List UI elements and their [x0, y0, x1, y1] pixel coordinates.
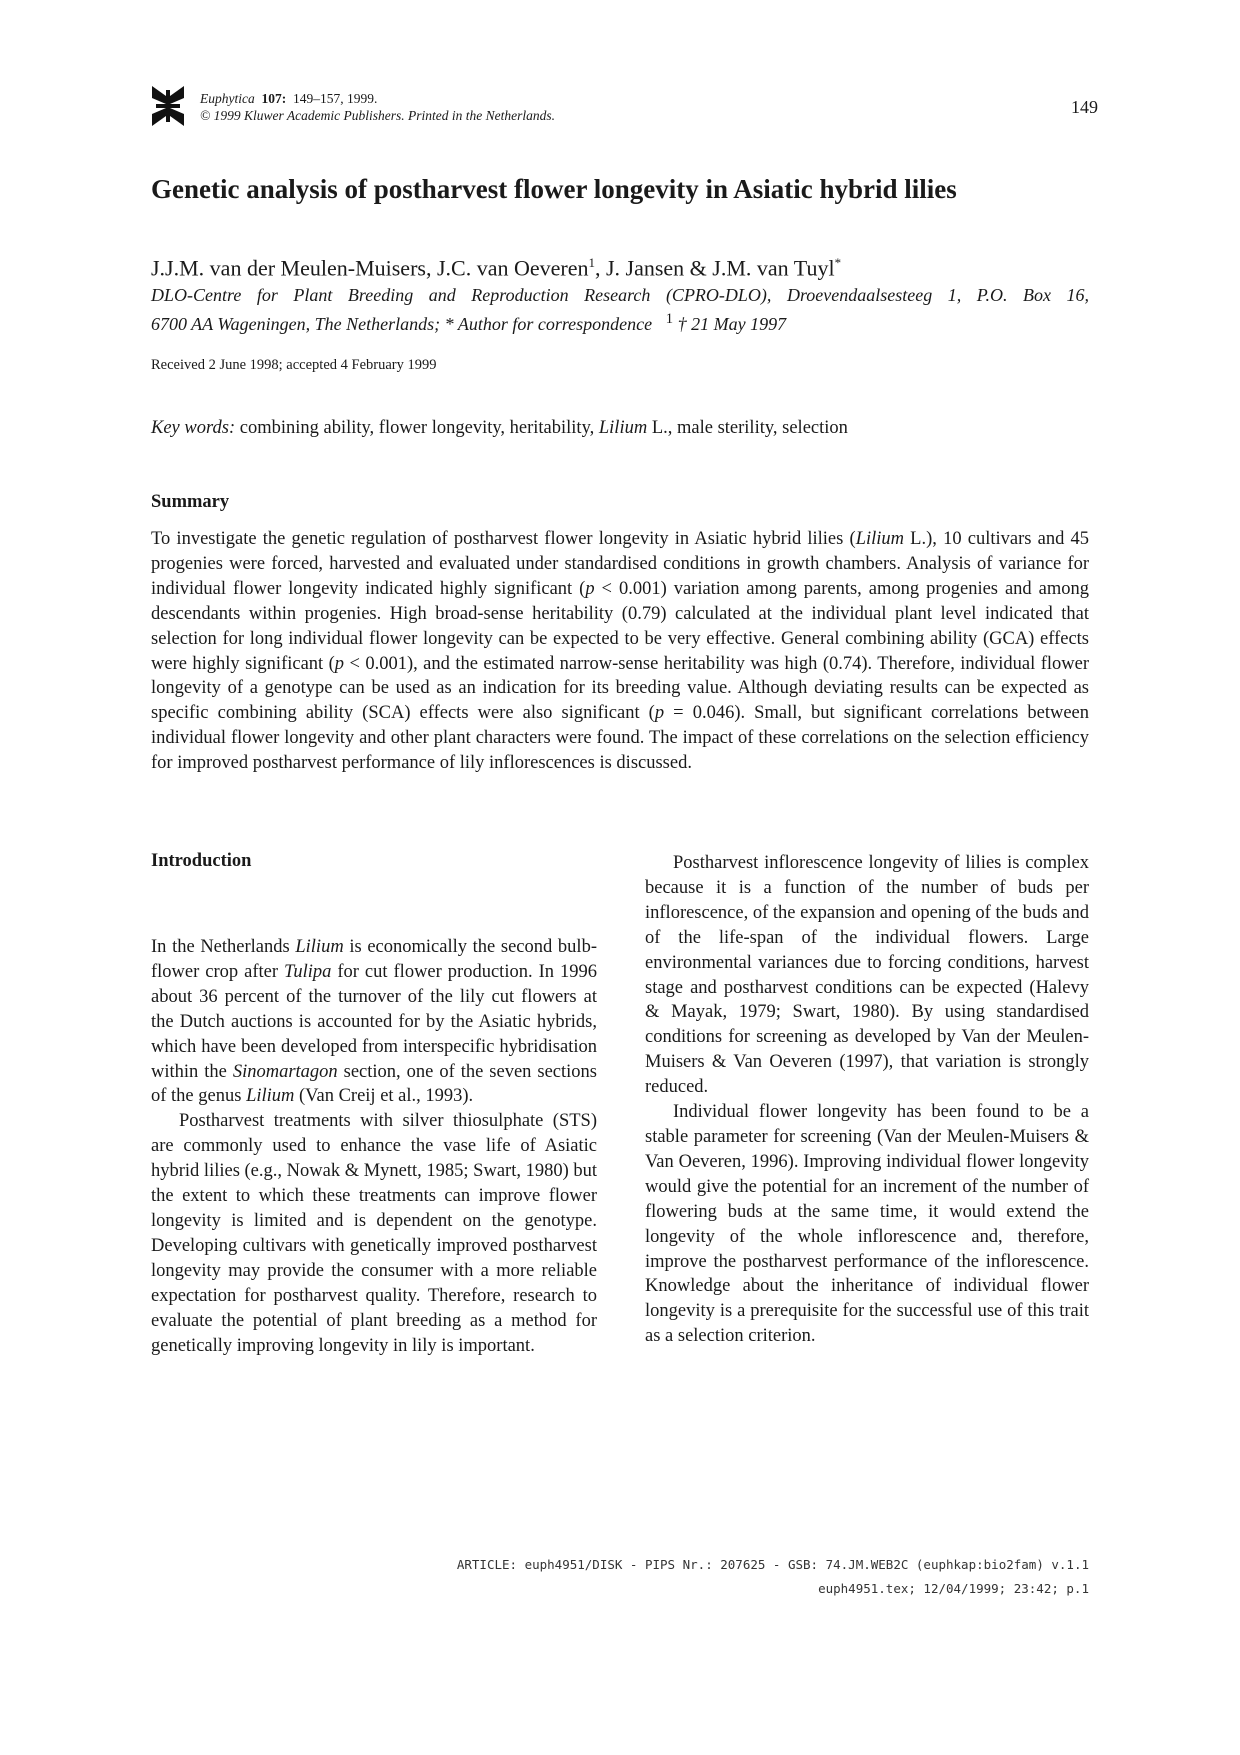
paper-title: Genetic analysis of postharvest flower longevity in Asiatic hybrid lilies	[151, 174, 957, 204]
summary-italic: Lilium	[855, 529, 905, 549]
summary-text: To investigate the genetic regulation of postharvest flower longevity in Asiatic hybrid lilies (	[151, 529, 856, 549]
summary-text: L.), 10 cultivars and 45 progenies were forced, harvested and evaluated under standardised conditions in growth chambers. Analysis of variance for individual flower longevity indicated highly significant (	[151, 529, 1089, 599]
copyright-line: © 1999 Kluwer Academic Publishers. Printed in the Netherlands.	[200, 108, 555, 123]
affiliation-note-marker: 1	[665, 311, 674, 327]
footer-article-info: ARTICLE: euph4951/DISK - PIPS Nr.: 207625 - GSB: 74.JM.WEB2C (euphkap:bio2fam) v.1.1	[456, 1557, 1089, 1572]
summary-italic: p	[654, 703, 665, 724]
affiliation-note: † 21 May 1997	[677, 314, 787, 334]
received-dates: Received 2 June 1998; accepted 4 February 1999	[151, 357, 437, 373]
introduction-heading: Introduction	[151, 851, 252, 871]
intro-text: In the Netherlands	[151, 937, 296, 957]
summary-text: < 0.001), and the estimated narrow-sense heritability was high (0.74). Therefore, individual flower longevity of a genotype can be used as an indication for its breeding value. Although deviating results can be expected as specific combining ability (SCA) effects were also significant (	[151, 653, 1089, 724]
intro-text: (Van Creij et al., 1993).	[294, 1086, 474, 1107]
keywords-genus: Lilium	[598, 418, 648, 438]
intro-paragraph-4: Individual flower longevity has been found to be a stable parameter for screening (Van der Meulen-Muisers & Van Oeveren, 1996). Improving individual flower longevity would give the potential for an increment of the number of flowering buds at the same time, it would extend the longevity of the whole inflorescence and, therefore, improve the postharvest performance of the inflorescence. Knowledge about the inheritance of individual flower longevity is a prerequisite for the successful use of this trait as a selection criterion.	[645, 1102, 1089, 1347]
intro-italic: Tulipa	[284, 961, 332, 982]
intro-italic: Lilium	[295, 937, 344, 957]
summary-italic: p	[585, 578, 595, 599]
intro-text: is economically the second bulb-flower crop after	[151, 937, 597, 982]
author-list	[151, 255, 841, 281]
journal-name: Euphytica	[200, 91, 255, 106]
kluwer-logo-icon	[150, 84, 186, 128]
affiliation-line-1: DLO-Centre for Plant Breeding and Reproduction Research (CPRO-DLO), Droevendaalsesteeg 1, P.O. Box 16,	[151, 285, 1089, 305]
intro-text: section, one of the seven sections of the genus	[151, 1061, 597, 1107]
authors-part2: , J. Jansen & J.M. van Tuyl	[594, 255, 835, 281]
affiliation-address: 6700 AA Wageningen, The Netherlands; * Author for correspondence	[151, 314, 653, 334]
journal-pages: 149–157, 1999.	[292, 91, 378, 106]
summary-text: = 0.046). Small, but significant correlations between individual flower longevity and other plant characters were found. The impact of these correlations on the selection efficiency for improved postharvest performance of lily inflorescences is discussed.	[151, 703, 1089, 774]
intro-paragraph-3: Postharvest inflorescence longevity of lilies is complex because it is a function of the number of buds per inflorescence, of the expansion and opening of the buds and of the life-span of the individual flowers. Large environmental variances due to forcing conditions, harvest stage and postharvest conditions can be expected (Halevy & Mayak, 1979; Swart, 1980). By using standardised conditions for screening as developed by Van der Meulen-Muisers & Van Oeveren (1997), that variation is strongly reduced.	[645, 853, 1089, 1098]
intro-italic: Sinomartagon	[232, 1061, 338, 1082]
intro-paragraph-1	[151, 935, 597, 1109]
intro-italic: Lilium	[246, 1086, 295, 1107]
keywords	[151, 418, 848, 439]
keywords-label: Key words:	[151, 418, 236, 438]
summary-heading: Summary	[151, 492, 230, 512]
right-column	[645, 851, 1089, 1349]
intro-paragraph-2: Postharvest treatments with silver thiosulphate (STS) are commonly used to enhance the vase life of Asiatic hybrid lilies (e.g., Nowak & Mynett, 1985; Swart, 1980) but the extent to which these treatments can improve flower longevity is limited and is dependent on the genotype. Developing cultivars with genetically improved postharvest longevity may provide the consumer with a more reliable expectation for postharvest quality. Therefore, research to evaluate the potential of plant breeding as a method for genetically improving longevity in lily is important.	[151, 1111, 598, 1356]
left-column	[151, 935, 597, 1358]
page-number: 149	[1071, 97, 1098, 117]
keywords-text-1: combining ability, flower longevity, heritability,	[235, 418, 599, 438]
author-footnote-marker: 1	[588, 255, 595, 270]
authors-part1: J.J.M. van der Meulen-Muisers, J.C. van Oeveren	[151, 255, 589, 281]
footer-file-info: euph4951.tex; 12/04/1999; 23:42; p.1	[818, 1581, 1089, 1596]
intro-text: for cut flower production. In 1996 about 36 percent of the turnover of the lily cut flowers at the Dutch auctions is accounted for by the Asiatic hybrids, which have been developed from interspecific hybridisation within the	[151, 961, 597, 1082]
summary-text: < 0.001) variation among parents, among progenies and among descendants within progenies. High broad-sense heritability (0.79) calculated at the individual plant level indicated that selection for long individual flower longevity can be expected to be very effective. General combining ability (GCA) effects were highly significant (	[151, 578, 1089, 674]
affiliation-line-2	[151, 307, 1089, 336]
keywords-text-2: L., male sterility, selection	[647, 418, 848, 438]
journal-citation	[200, 91, 377, 107]
author-correspondence-marker: *	[834, 255, 842, 270]
summary-italic: p	[334, 653, 345, 674]
summary-paragraph	[151, 527, 1089, 776]
journal-volume: 107:	[261, 91, 287, 106]
